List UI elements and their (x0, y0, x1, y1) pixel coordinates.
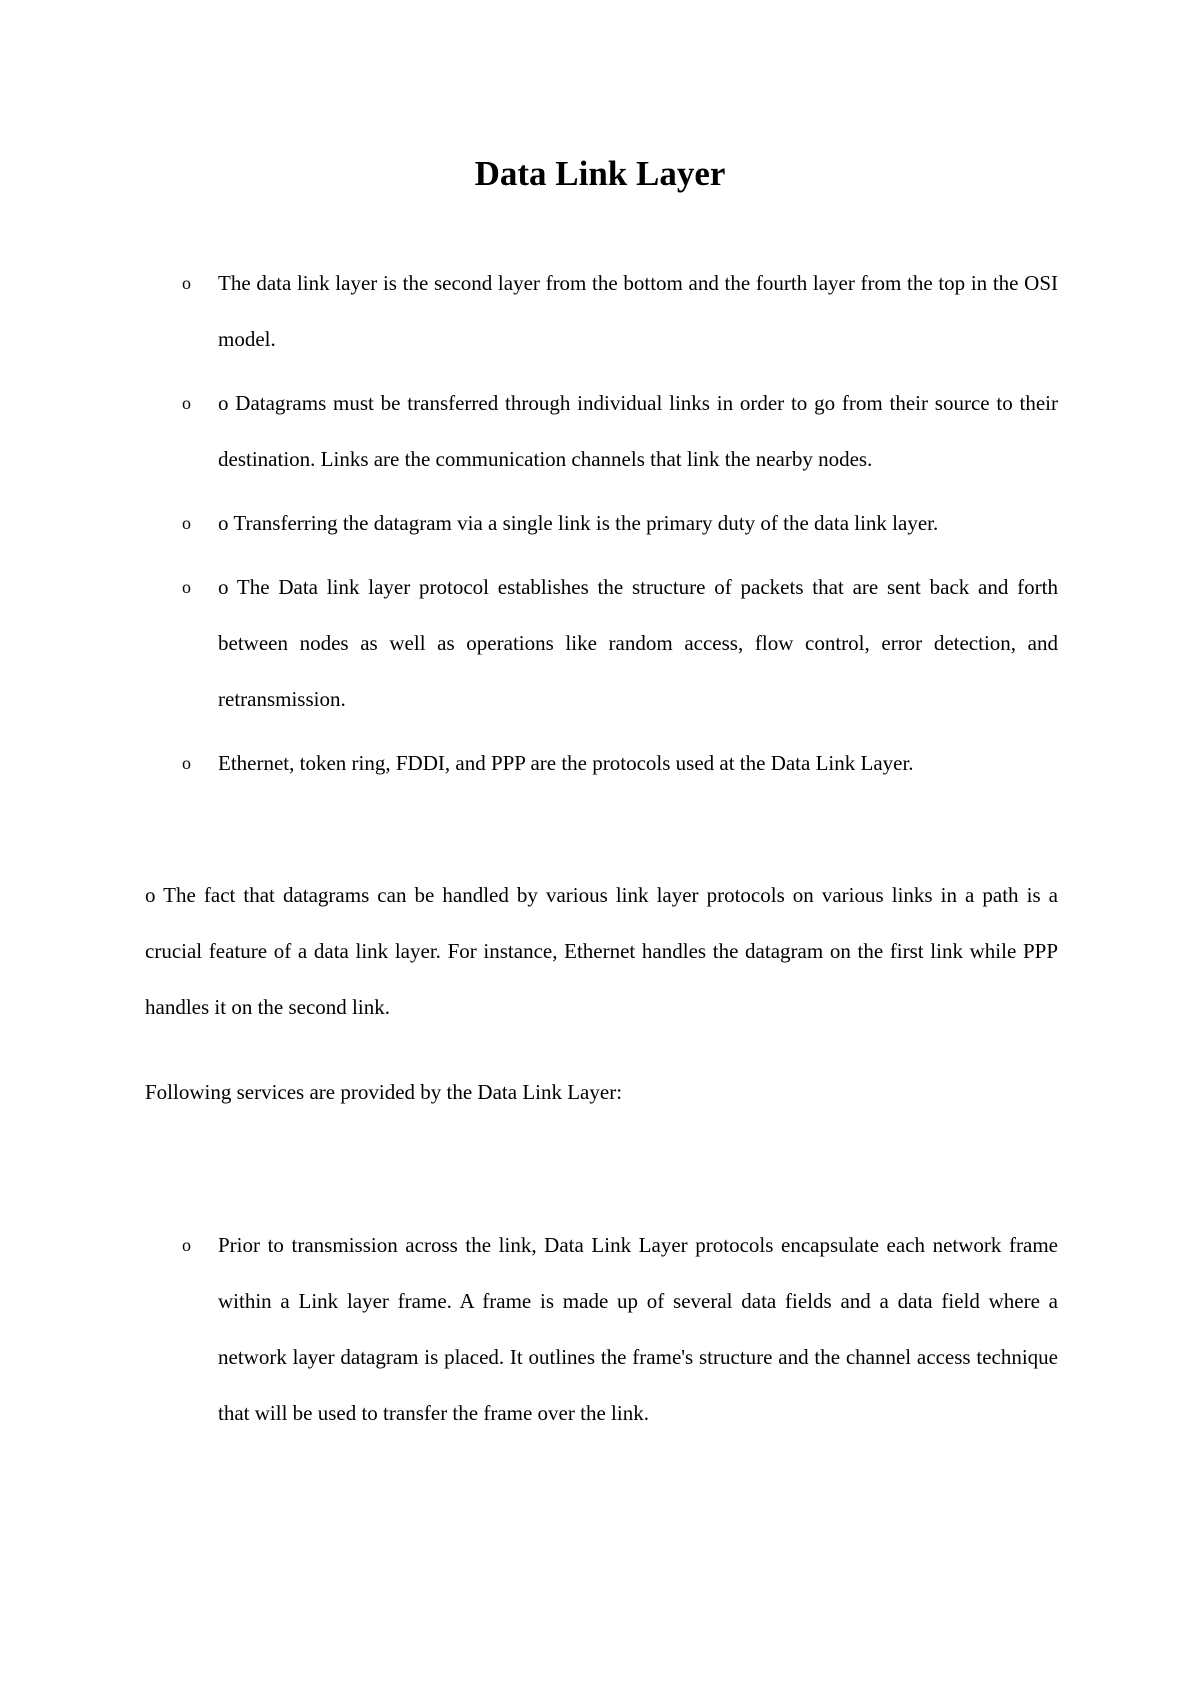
list-item-text: o The Data link layer protocol establishes the structure of packets that are sent back and forth between nodes as well as operations like random access, flow control, error detection, and retransmission. (218, 575, 1058, 711)
bullet-list-services (0, 1217, 1200, 1449)
bullet-marker: o (182, 753, 191, 773)
bullet-marker: o (182, 513, 191, 533)
list-item (0, 255, 1200, 367)
list-item (0, 735, 1200, 791)
list-item (0, 1217, 1200, 1441)
bullet-list-intro (0, 255, 1200, 799)
list-item-text: Ethernet, token ring, FDDI, and PPP are the protocols used at the Data Link Layer. (218, 751, 914, 775)
bullet-marker: o (182, 393, 191, 413)
list-item (0, 495, 1200, 551)
document-title: Data Link Layer (474, 154, 726, 193)
body-paragraph-services-intro: Following services are provided by the Data Link Layer: (145, 1080, 623, 1104)
list-item (0, 559, 1200, 727)
bullet-marker: o (182, 1235, 191, 1255)
list-item-text: The data link layer is the second layer from the bottom and the fourth layer from the top in the OSI model. (218, 271, 1058, 351)
list-item (0, 375, 1200, 487)
list-item-text: Prior to transmission across the link, Data Link Layer protocols encapsulate each network frame within a Link layer frame. A frame is made up of several data fields and a data field where a network layer datagram is placed. It outlines the frame's structure and the channel access technique that will be used to transfer the frame over the link. (218, 1233, 1058, 1425)
list-item-text: o Datagrams must be transferred through individual links in order to go from their source to their destination. Links are the communication channels that link the nearby nodes. (218, 391, 1058, 471)
list-item-text: o Transferring the datagram via a single link is the primary duty of the data link layer. (218, 511, 939, 535)
bullet-marker: o (182, 273, 191, 293)
body-paragraph-feature: o The fact that datagrams can be handled by various link layer protocols on various links in a path is a crucial feature of a data link layer. For instance, Ethernet handles the datagram on the first link while PPP handles it on the second link. (145, 883, 1058, 1019)
bullet-marker: o (182, 577, 191, 597)
